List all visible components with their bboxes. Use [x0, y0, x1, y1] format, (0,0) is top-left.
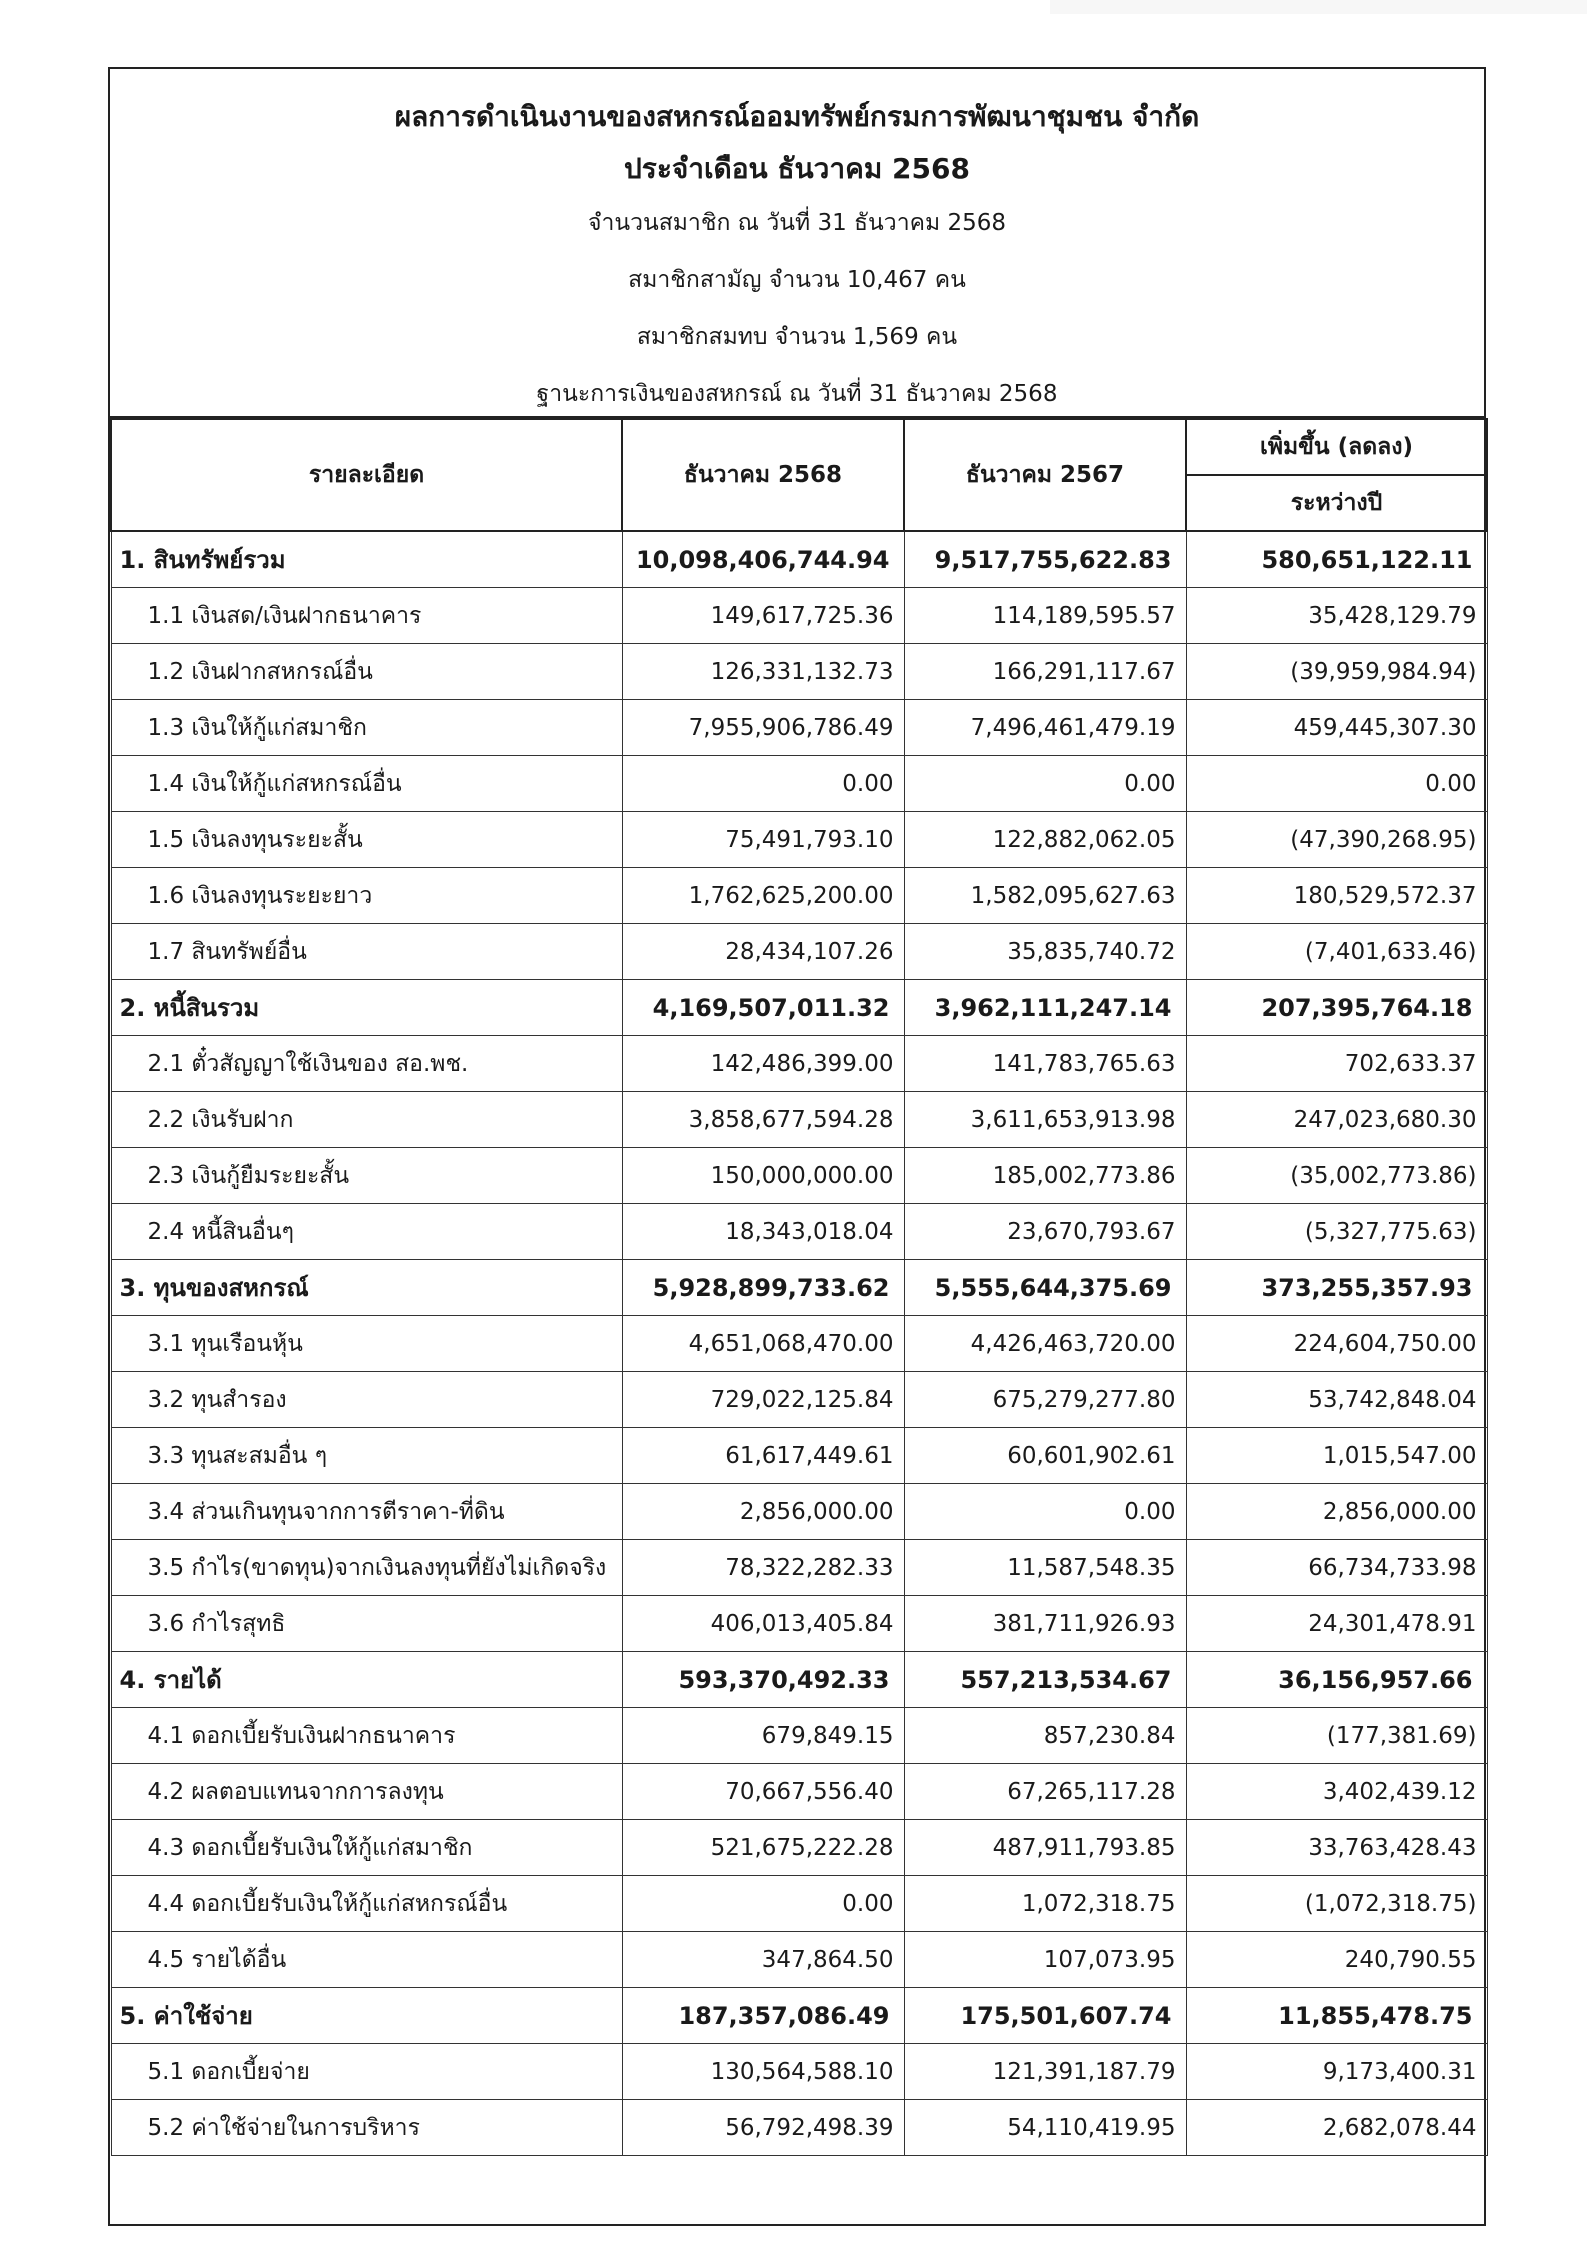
- row-change-value: (47,390,268.95): [1186, 812, 1487, 868]
- row-label: 3.4 ส่วนเกินทุนจากการตีราคา-ที่ดิน: [111, 1484, 622, 1540]
- row-label: 1.3 เงินให้กู้แก่สมาชิก: [111, 700, 622, 756]
- row-current-value: 142,486,399.00: [622, 1036, 904, 1092]
- row-current-value: 2,856,000.00: [622, 1484, 904, 1540]
- row-label: 1.4 เงินให้กู้แก่สหกรณ์อื่น: [111, 756, 622, 812]
- row-previous-value: 11,587,548.35: [904, 1540, 1186, 1596]
- financial-position-heading: ฐานะการเงินของสหกรณ์ ณ วันที่ 31 ธันวาคม 2568: [536, 381, 1058, 407]
- row-label: 1.7 สินทรัพย์อื่น: [111, 924, 622, 980]
- row-change-value: 459,445,307.30: [1186, 700, 1487, 756]
- table-row: [111, 2044, 1487, 2100]
- report-title: ผลการดำเนินงานของสหกรณ์ออมทรัพย์กรมการพัฒนาชุมชน จำกัด: [394, 100, 1200, 133]
- row-label: 3.6 กำไรสุทธิ: [111, 1596, 622, 1652]
- row-previous-value: 9,517,755,622.83: [904, 531, 1186, 588]
- row-previous-value: 166,291,117.67: [904, 644, 1186, 700]
- row-current-value: 729,022,125.84: [622, 1372, 904, 1428]
- row-label: 3. ทุนของสหกรณ์: [111, 1260, 622, 1316]
- row-current-value: 1,762,625,200.00: [622, 868, 904, 924]
- row-previous-value: 1,072,318.75: [904, 1876, 1186, 1932]
- row-current-value: 7,955,906,786.49: [622, 700, 904, 756]
- table-row: [111, 1204, 1487, 1260]
- row-label: 3.1 ทุนเรือนหุ้น: [111, 1316, 622, 1372]
- table-row: [111, 1820, 1487, 1876]
- table-row: [111, 588, 1487, 644]
- table-row: [111, 756, 1487, 812]
- row-label: 1.1 เงินสด/เงินฝากธนาคาร: [111, 588, 622, 644]
- row-previous-value: 23,670,793.67: [904, 1204, 1186, 1260]
- table-section-row: [111, 1260, 1487, 1316]
- row-current-value: 679,849.15: [622, 1708, 904, 1764]
- table-row: [111, 644, 1487, 700]
- row-change-value: 207,395,764.18: [1186, 980, 1487, 1036]
- row-label: 3.2 ทุนสำรอง: [111, 1372, 622, 1428]
- row-previous-value: 557,213,534.67: [904, 1652, 1186, 1708]
- row-previous-value: 141,783,765.63: [904, 1036, 1186, 1092]
- row-change-value: 24,301,478.91: [1186, 1596, 1487, 1652]
- row-current-value: 187,357,086.49: [622, 1988, 904, 2044]
- row-label: 4.4 ดอกเบี้ยรับเงินให้กู้แก่สหกรณ์อื่น: [111, 1876, 622, 1932]
- table-section-row: [111, 531, 1487, 588]
- row-label: 4.3 ดอกเบี้ยรับเงินให้กู้แก่สมาชิก: [111, 1820, 622, 1876]
- row-change-value: 2,682,078.44: [1186, 2100, 1487, 2156]
- row-current-value: 4,651,068,470.00: [622, 1316, 904, 1372]
- financial-table: [110, 418, 1488, 2156]
- row-change-value: 53,742,848.04: [1186, 1372, 1487, 1428]
- header-change-top: เพิ่มขึ้น (ลดลง): [1186, 419, 1487, 475]
- row-change-value: 224,604,750.00: [1186, 1316, 1487, 1372]
- row-label: 1.6 เงินลงทุนระยะยาว: [111, 868, 622, 924]
- table-row: [111, 868, 1487, 924]
- table-row: [111, 1036, 1487, 1092]
- row-label: 4. รายได้: [111, 1652, 622, 1708]
- row-previous-value: 487,911,793.85: [904, 1820, 1186, 1876]
- table-row: [111, 812, 1487, 868]
- table-row: [111, 1596, 1487, 1652]
- row-previous-value: 121,391,187.79: [904, 2044, 1186, 2100]
- table-section-row: [111, 980, 1487, 1036]
- table-row: [111, 1708, 1487, 1764]
- report-header: [110, 69, 1484, 418]
- row-change-value: 66,734,733.98: [1186, 1540, 1487, 1596]
- table-row: [111, 924, 1487, 980]
- row-change-value: 247,023,680.30: [1186, 1092, 1487, 1148]
- row-change-value: (35,002,773.86): [1186, 1148, 1487, 1204]
- row-previous-value: 185,002,773.86: [904, 1148, 1186, 1204]
- row-change-value: 35,428,129.79: [1186, 588, 1487, 644]
- row-change-value: (177,381.69): [1186, 1708, 1487, 1764]
- ordinary-members: สมาชิกสามัญ จำนวน 10,467 คน: [628, 267, 966, 293]
- row-label: 5.1 ดอกเบี้ยจ่าย: [111, 2044, 622, 2100]
- row-label: 2.4 หนี้สินอื่นๆ: [111, 1204, 622, 1260]
- row-change-value: 702,633.37: [1186, 1036, 1487, 1092]
- table-row: [111, 1932, 1487, 1988]
- row-previous-value: 175,501,607.74: [904, 1988, 1186, 2044]
- row-label: 1. สินทรัพย์รวม: [111, 531, 622, 588]
- row-current-value: 75,491,793.10: [622, 812, 904, 868]
- row-previous-value: 67,265,117.28: [904, 1764, 1186, 1820]
- row-current-value: 4,169,507,011.32: [622, 980, 904, 1036]
- associate-members: สมาชิกสมทบ จำนวน 1,569 คน: [636, 324, 958, 350]
- row-change-value: 240,790.55: [1186, 1932, 1487, 1988]
- report-period: ประจำเดือน ธันวาคม 2568: [624, 152, 970, 185]
- row-previous-value: 122,882,062.05: [904, 812, 1186, 868]
- table-row: [111, 1148, 1487, 1204]
- row-current-value: 3,858,677,594.28: [622, 1092, 904, 1148]
- row-change-value: (1,072,318.75): [1186, 1876, 1487, 1932]
- row-current-value: 18,343,018.04: [622, 1204, 904, 1260]
- row-change-value: 11,855,478.75: [1186, 1988, 1487, 2044]
- table-section-row: [111, 1652, 1487, 1708]
- table-row: [111, 1484, 1487, 1540]
- row-label: 1.2 เงินฝากสหกรณ์อื่น: [111, 644, 622, 700]
- row-current-value: 10,098,406,744.94: [622, 531, 904, 588]
- row-previous-value: 4,426,463,720.00: [904, 1316, 1186, 1372]
- row-previous-value: 3,962,111,247.14: [904, 980, 1186, 1036]
- table-section-row: [111, 1988, 1487, 2044]
- row-previous-value: 114,189,595.57: [904, 588, 1186, 644]
- row-change-value: (7,401,633.46): [1186, 924, 1487, 980]
- row-change-value: 36,156,957.66: [1186, 1652, 1487, 1708]
- table-row: [111, 1540, 1487, 1596]
- table-row: [111, 1876, 1487, 1932]
- row-label: 1.5 เงินลงทุนระยะสั้น: [111, 812, 622, 868]
- row-previous-value: 107,073.95: [904, 1932, 1186, 1988]
- row-change-value: (39,959,984.94): [1186, 644, 1487, 700]
- header-change-bottom: ระหว่างปี: [1186, 475, 1487, 531]
- row-current-value: 150,000,000.00: [622, 1148, 904, 1204]
- row-current-value: 521,675,222.28: [622, 1820, 904, 1876]
- row-previous-value: 60,601,902.61: [904, 1428, 1186, 1484]
- row-change-value: 0.00: [1186, 756, 1487, 812]
- scan-edge: [1050, 0, 1587, 14]
- row-change-value: 2,856,000.00: [1186, 1484, 1487, 1540]
- row-current-value: 0.00: [622, 756, 904, 812]
- row-current-value: 78,322,282.33: [622, 1540, 904, 1596]
- table-row: [111, 700, 1487, 756]
- row-change-value: 33,763,428.43: [1186, 1820, 1487, 1876]
- row-current-value: 130,564,588.10: [622, 2044, 904, 2100]
- row-label: 5. ค่าใช้จ่าย: [111, 1988, 622, 2044]
- row-current-value: 70,667,556.40: [622, 1764, 904, 1820]
- row-label: 2.3 เงินกู้ยืมระยะสั้น: [111, 1148, 622, 1204]
- row-previous-value: 0.00: [904, 756, 1186, 812]
- row-change-value: 3,402,439.12: [1186, 1764, 1487, 1820]
- row-current-value: 126,331,132.73: [622, 644, 904, 700]
- row-previous-value: 7,496,461,479.19: [904, 700, 1186, 756]
- row-current-value: 61,617,449.61: [622, 1428, 904, 1484]
- table-body: [111, 531, 1487, 2156]
- row-current-value: 28,434,107.26: [622, 924, 904, 980]
- row-label: 2.2 เงินรับฝาก: [111, 1092, 622, 1148]
- row-current-value: 406,013,405.84: [622, 1596, 904, 1652]
- row-label: 4.5 รายได้อื่น: [111, 1932, 622, 1988]
- row-previous-value: 1,582,095,627.63: [904, 868, 1186, 924]
- row-current-value: 0.00: [622, 1876, 904, 1932]
- table-row: [111, 1372, 1487, 1428]
- row-previous-value: 0.00: [904, 1484, 1186, 1540]
- row-previous-value: 35,835,740.72: [904, 924, 1186, 980]
- row-previous-value: 857,230.84: [904, 1708, 1186, 1764]
- row-label: 2.1 ตั๋วสัญญาใช้เงินของ สอ.พช.: [111, 1036, 622, 1092]
- row-change-value: 180,529,572.37: [1186, 868, 1487, 924]
- row-label: 2. หนี้สินรวม: [111, 980, 622, 1036]
- row-previous-value: 54,110,419.95: [904, 2100, 1186, 2156]
- table-row: [111, 1764, 1487, 1820]
- members-asof: จำนวนสมาชิก ณ วันที่ 31 ธันวาคม 2568: [587, 210, 1007, 236]
- header-current: ธันวาคม 2568: [622, 419, 904, 531]
- row-change-value: 1,015,547.00: [1186, 1428, 1487, 1484]
- row-current-value: 593,370,492.33: [622, 1652, 904, 1708]
- row-current-value: 5,928,899,733.62: [622, 1260, 904, 1316]
- row-label: 5.2 ค่าใช้จ่ายในการบริหาร: [111, 2100, 622, 2156]
- row-current-value: 347,864.50: [622, 1932, 904, 1988]
- report-frame: [108, 67, 1486, 2226]
- table-row: [111, 1428, 1487, 1484]
- table-row: [111, 2100, 1487, 2156]
- row-previous-value: 675,279,277.80: [904, 1372, 1186, 1428]
- header-detail: รายละเอียด: [111, 419, 622, 531]
- row-current-value: 56,792,498.39: [622, 2100, 904, 2156]
- row-current-value: 149,617,725.36: [622, 588, 904, 644]
- table-row: [111, 1316, 1487, 1372]
- row-label: 4.1 ดอกเบี้ยรับเงินฝากธนาคาร: [111, 1708, 622, 1764]
- header-previous: ธันวาคม 2567: [904, 419, 1186, 531]
- row-previous-value: 5,555,644,375.69: [904, 1260, 1186, 1316]
- row-previous-value: 3,611,653,913.98: [904, 1092, 1186, 1148]
- table-row: [111, 1092, 1487, 1148]
- row-label: 3.3 ทุนสะสมอื่น ๆ: [111, 1428, 622, 1484]
- row-change-value: 9,173,400.31: [1186, 2044, 1487, 2100]
- row-label: 4.2 ผลตอบแทนจากการลงทุน: [111, 1764, 622, 1820]
- row-change-value: 580,651,122.11: [1186, 531, 1487, 588]
- row-label: 3.5 กำไร(ขาดทุน)จากเงินลงทุนที่ยังไม่เกิดจริง: [111, 1540, 622, 1596]
- row-change-value: (5,327,775.63): [1186, 1204, 1487, 1260]
- row-previous-value: 381,711,926.93: [904, 1596, 1186, 1652]
- row-change-value: 373,255,357.93: [1186, 1260, 1487, 1316]
